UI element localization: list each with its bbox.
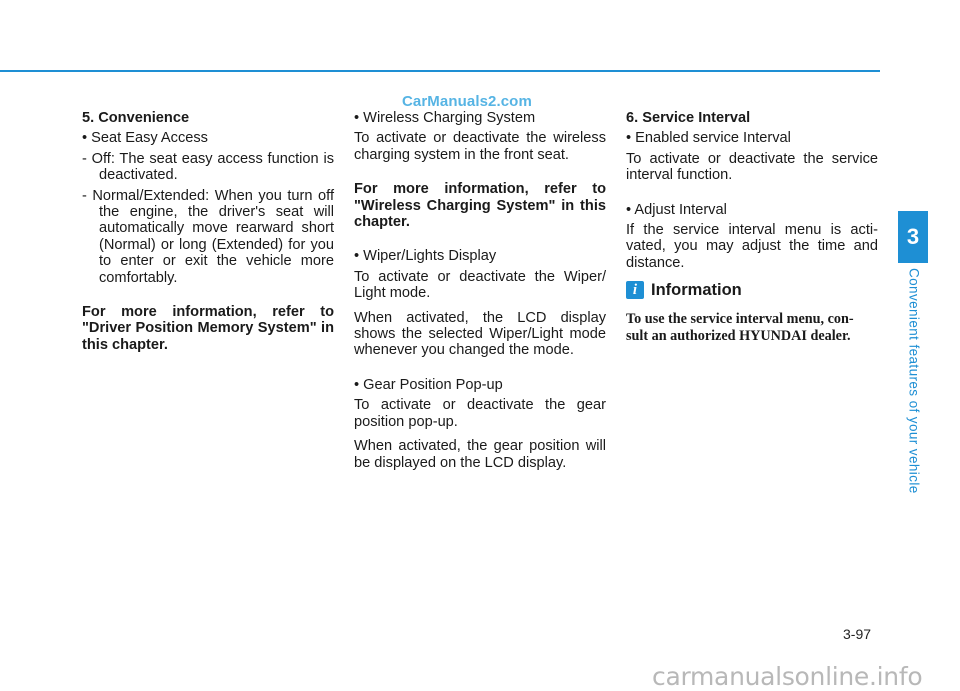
dash-item: - Normal/Extended: When you turn off the engine, the driver's seat will automatically move rearward short (Normal) or long (Extended) for you to enter or exit the vehicle more comfortably. <box>82 187 334 286</box>
dash-item: - Off: The seat easy access function is deactivated. <box>82 150 334 184</box>
chapter-title-text: Convenient features of your vehicle <box>906 268 922 494</box>
paragraph: To activate or deactivate the gear position pop-up. <box>354 397 606 430</box>
bullet-item: • Adjust Interval <box>626 201 727 218</box>
bullet-item: • Gear Position Pop-up <box>354 376 503 393</box>
section-heading: 5. Convenience <box>82 110 190 126</box>
bullet-item: • Seat Easy Access <box>82 130 208 147</box>
section-heading: 6. Service Interval <box>626 110 751 126</box>
paragraph: If the service interval menu is acti- vated, you may adjust the time and distance. <box>626 222 878 271</box>
paragraph: To activate or deactivate the Wiper/ Light mode. <box>354 268 606 302</box>
column-2 <box>354 110 606 479</box>
top-rule <box>0 70 880 72</box>
information-label: Information <box>651 281 742 300</box>
column-1 <box>82 110 334 361</box>
page-number: 3-97 <box>843 626 872 642</box>
chapter-tab: 3 <box>898 211 928 263</box>
information-icon: i <box>626 281 644 299</box>
footer-watermark: carmanualsonline.info <box>652 662 923 691</box>
bullet-item: • Wiper/Lights Display <box>354 248 497 265</box>
paragraph: When activated, the LCD display shows the selected Wiper/Light mode whenever you changed the mode. <box>354 309 606 359</box>
bullet-item: • Enabled service Interval <box>626 130 791 147</box>
bullet-item: • Wireless Charging System <box>354 110 536 126</box>
paragraph: To activate or deactivate the service interval function. <box>626 150 878 184</box>
reference-note: For more information, refer to "Driver Position Memory System" in this chapter. <box>82 304 334 353</box>
reference-note: For more information, refer to "Wireless Charging System" in this chapter. <box>354 181 606 231</box>
column-3 <box>626 110 878 353</box>
information-text: To use the service interval menu, con- sult an authorized HYUNDAI dealer. <box>626 311 854 345</box>
watermark: CarManuals2.com <box>402 93 532 110</box>
information-box-title <box>626 281 878 299</box>
chapter-title-vertical <box>900 268 928 493</box>
paragraph: To activate or deactivate the wireless charging system in the front seat. <box>354 130 606 163</box>
paragraph: When activated, the gear position will be displayed on the LCD display. <box>354 438 606 471</box>
